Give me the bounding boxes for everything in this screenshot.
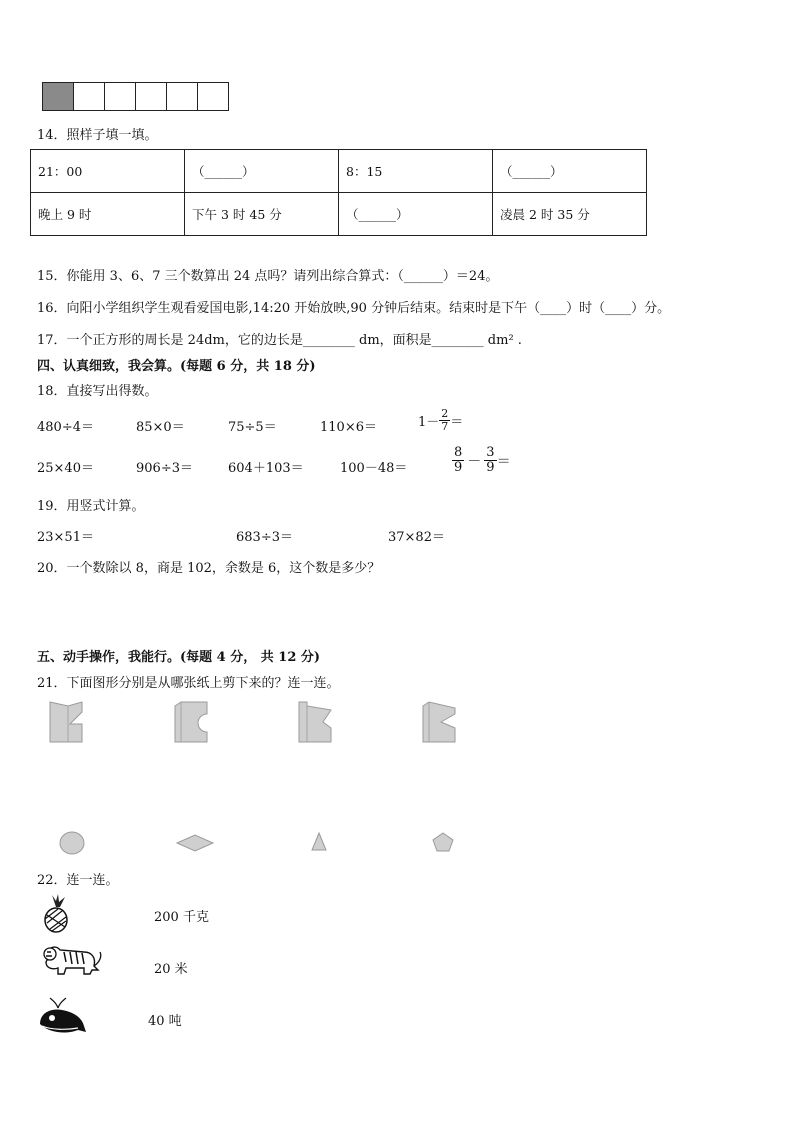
q16-text: 16．向阳小学组织学生观看爱国电影,14:20 开始放映,90 分钟后结束。结束时是下午（____）时（____）分。 — [37, 301, 671, 316]
grid-cell — [135, 82, 167, 111]
triangle-shape-icon[interactable] — [310, 832, 328, 852]
q21-title: 21．下面图形分别是从哪张纸上剪下来的？连一连。 — [37, 676, 340, 691]
q18-item: 25×40＝ — [37, 461, 94, 476]
fraction-numerator: 8 — [454, 445, 463, 460]
q14-cell: 21：00 — [31, 150, 185, 193]
fraction — [452, 446, 464, 476]
fraction-numerator: 3 — [486, 445, 495, 460]
q14-cell-blank[interactable]: （______） — [493, 150, 647, 193]
q14-cell-blank[interactable]: （______） — [185, 150, 339, 193]
q18-item: 604＋103＝ — [228, 461, 304, 476]
fraction-suffix: ＝ — [450, 415, 464, 431]
fraction-prefix: 1－ — [418, 415, 440, 431]
whale-icon[interactable] — [38, 996, 88, 1040]
q19-item: 683÷3＝ — [236, 530, 293, 545]
folded-paper-icon[interactable] — [48, 700, 84, 744]
folded-paper-icon[interactable] — [173, 700, 209, 744]
q14-cell: 晚上 9 时 — [31, 193, 185, 236]
q17-text — [37, 329, 522, 348]
q19-title: 19．用竖式计算。 — [37, 499, 145, 514]
q18-item: 85×0＝ — [136, 420, 185, 435]
q19-item: 37×82＝ — [388, 530, 445, 545]
grid-cell — [197, 82, 229, 111]
q22-title: 22．连一连。 — [37, 873, 119, 888]
q18-item: 480÷4＝ — [37, 420, 94, 435]
q18-title: 18．直接写出得数。 — [37, 384, 158, 399]
fraction-denominator: 9 — [454, 460, 463, 476]
fraction-operator: － — [467, 453, 482, 470]
q14-cell: 凌晨 2 时 35 分 — [493, 193, 647, 236]
q18-item: 110×6＝ — [320, 420, 377, 435]
fraction — [484, 446, 496, 476]
q17-prefix: 17．一个正方形的周长是 24dm，它的边长是 — [37, 333, 303, 348]
q18-item: 906÷3＝ — [136, 461, 193, 476]
q22-label[interactable]: 200 千克 — [154, 910, 209, 925]
q14-cell: 8：15 — [339, 150, 493, 193]
q17-suffix: dm² . — [483, 333, 522, 348]
fraction-denominator: 7 — [441, 420, 449, 434]
q18-item: 100－48＝ — [340, 461, 408, 476]
fraction-denominator: 9 — [486, 460, 495, 476]
q15-text: 15．你能用 3、6、7 三个数算出 24 点吗？请列出综合算式：（______）＝24。 — [37, 269, 499, 284]
grid-cell — [104, 82, 136, 111]
q22-label[interactable]: 20 米 — [154, 962, 188, 977]
pentagon-shape-icon[interactable] — [431, 831, 455, 853]
fraction — [439, 408, 450, 433]
q19-item: 23×51＝ — [37, 530, 94, 545]
q18-fraction-item — [452, 446, 511, 476]
fraction-numerator: 2 — [441, 407, 449, 420]
q18-fraction-item — [418, 408, 463, 433]
tiger-icon[interactable] — [36, 940, 104, 982]
q20-text: 20．一个数除以 8，商是 102，余数是 6，这个数是多少？ — [37, 561, 381, 576]
grid-strip — [43, 82, 229, 111]
grid-cell — [73, 82, 105, 111]
q14-table — [30, 149, 647, 236]
grid-cell-filled — [42, 82, 74, 111]
q18-item: 75÷5＝ — [228, 420, 277, 435]
section-5-heading: 五、动手操作，我能行。(每题 4 分， 共 12 分) — [37, 650, 321, 665]
circle-shape-icon[interactable] — [58, 830, 86, 856]
pineapple-icon[interactable] — [40, 893, 72, 937]
q22-label[interactable]: 40 吨 — [148, 1014, 182, 1029]
folded-paper-icon[interactable] — [297, 700, 333, 744]
q14-cell-blank[interactable]: （______） — [339, 193, 493, 236]
grid-cell — [166, 82, 198, 111]
diamond-shape-icon[interactable] — [175, 834, 215, 852]
q17-blank-side[interactable]: ________ — [302, 333, 355, 348]
folded-paper-icon[interactable] — [421, 700, 457, 744]
fraction-suffix: ＝ — [496, 453, 511, 470]
q17-mid: dm，面积是 — [354, 333, 432, 348]
q14-cell: 下午 3 时 45 分 — [185, 193, 339, 236]
section-4-heading: 四、认真细致，我会算。(每题 6 分，共 18 分) — [37, 359, 316, 374]
q14-title: 14．照样子填一填。 — [37, 128, 158, 143]
q17-blank-area[interactable]: ________ — [431, 333, 484, 348]
